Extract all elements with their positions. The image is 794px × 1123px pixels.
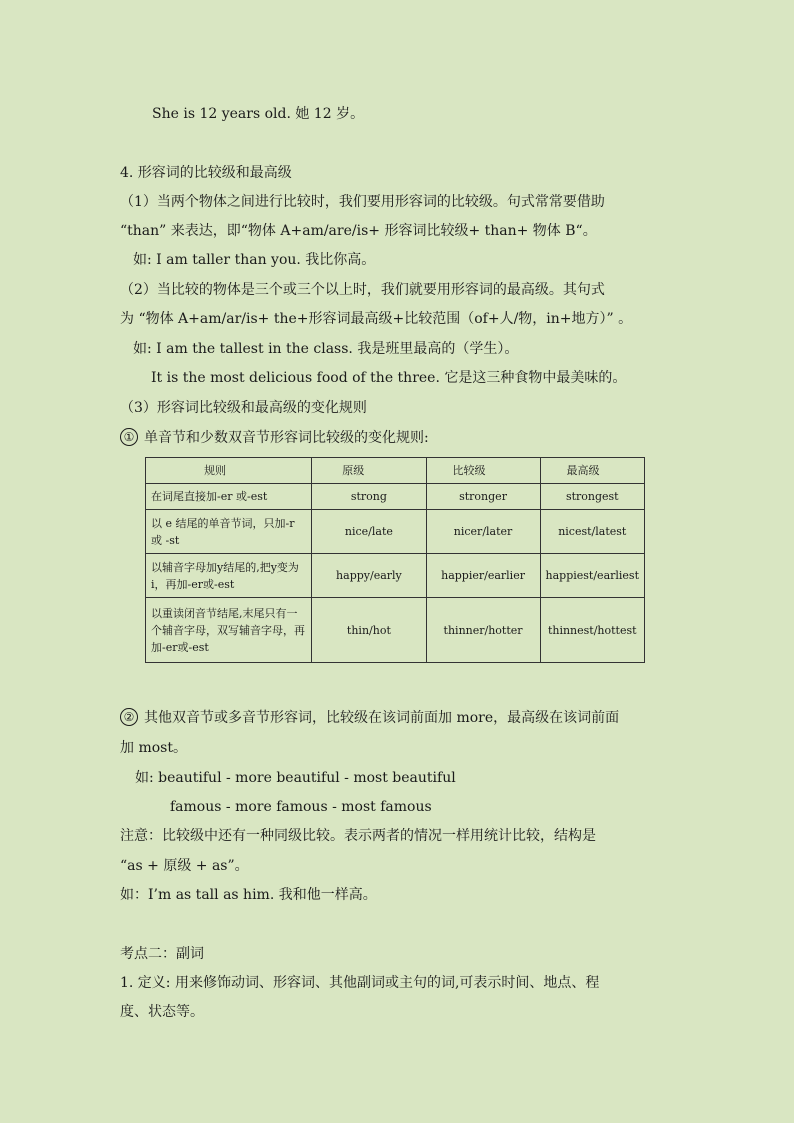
example-text: famous - more famous - most famous bbox=[170, 799, 432, 815]
comparison-rules-table bbox=[145, 457, 645, 663]
rule-cell: 在词尾直接加-er 或-est bbox=[146, 484, 312, 510]
example-text: She is 12 years old. 她 12 岁。 bbox=[152, 106, 365, 122]
table-header-row bbox=[146, 458, 645, 484]
subheading: （3）形容词比较级和最高级的变化规则 bbox=[120, 400, 367, 416]
rule-cell: 以重读闭音节结尾,末尾只有一个辅音字母，双写辅音字母，再加-er或-est bbox=[146, 598, 312, 663]
paragraph-line: 加 most。 bbox=[120, 740, 187, 756]
paragraph-line: “than” 来表达，即“物体 A+am/are/is+ 形容词比较级+ than+ 物体 B“。 bbox=[120, 223, 597, 239]
paragraph-line: 度、状态等。 bbox=[120, 1004, 204, 1020]
superlative-cell: nicest/latest bbox=[540, 510, 644, 554]
comparative-cell: thinner/hotter bbox=[426, 598, 540, 663]
rule-heading bbox=[120, 708, 619, 728]
example-text: 如: beautiful - more beautiful - most beautiful bbox=[135, 770, 456, 786]
example-text: It is the most delicious food of the three. 它是这三种食物中最美味的。 bbox=[151, 370, 627, 386]
example-text: 如：I’m as tall as him. 我和他一样高。 bbox=[120, 887, 377, 903]
note-text: “as + 原级 + as”。 bbox=[120, 858, 249, 874]
rule-cell: 以辅音字母加y结尾的,把y变为i，再加-er或-est bbox=[146, 554, 312, 598]
circled-number: ② bbox=[120, 708, 138, 726]
example-text: 如: I am taller than you. 我比你高。 bbox=[133, 252, 376, 268]
paragraph-line: （1）当两个物体之间进行比较时，我们要用形容词的比较级。句式常常要借助 bbox=[120, 194, 605, 210]
base-cell: strong bbox=[312, 484, 426, 510]
base-cell: happy/early bbox=[312, 554, 426, 598]
table-header-cell: 原级 bbox=[312, 458, 426, 484]
superlative-cell: strongest bbox=[540, 484, 644, 510]
base-cell: nice/late bbox=[312, 510, 426, 554]
table-header-cell: 最高级 bbox=[540, 458, 644, 484]
comparative-cell: happier/earlier bbox=[426, 554, 540, 598]
comparative-cell: stronger bbox=[426, 484, 540, 510]
paragraph-line: （2）当比较的物体是三个或三个以上时，我们就要用形容词的最高级。其句式 bbox=[120, 282, 605, 298]
table-row bbox=[146, 598, 645, 663]
example-text: 如: I am the tallest in the class. 我是班里最高的（学生）。 bbox=[133, 341, 519, 357]
table-header-cell: 规则 bbox=[146, 458, 312, 484]
section-heading: 4. 形容词的比较级和最高级 bbox=[120, 165, 292, 181]
rule-heading-text: 其他双音节或多音节形容词，比较级在该词前面加 more，最高级在该词前面 bbox=[144, 710, 620, 726]
rule-cell: 以 e 结尾的单音节词，只加-r 或 -st bbox=[146, 510, 312, 554]
paragraph-line: 1. 定义: 用来修饰动词、形容词、其他副词或主句的词,可表示时间、地点、程 bbox=[120, 975, 600, 991]
note-text: 注意：比较级中还有一种同级比较。表示两者的情况一样用统计比较，结构是 bbox=[120, 828, 596, 844]
superlative-cell: happiest/earliest bbox=[540, 554, 644, 598]
comparative-cell: nicer/later bbox=[426, 510, 540, 554]
paragraph-line: 为 “物体 A+am/ar/is+ the+形容词最高级+比较范围（of+人/物，in+地方）” 。 bbox=[120, 311, 633, 327]
superlative-cell: thinnest/hottest bbox=[540, 598, 644, 663]
table-row bbox=[146, 510, 645, 554]
rule-heading bbox=[120, 428, 429, 448]
section-heading: 考点二：副词 bbox=[120, 946, 204, 962]
base-cell: thin/hot bbox=[312, 598, 426, 663]
rule-heading-text: 单音节和少数双音节形容词比较级的变化规则: bbox=[144, 430, 429, 446]
circled-number: ① bbox=[120, 428, 138, 446]
table-row bbox=[146, 554, 645, 598]
table-row bbox=[146, 484, 645, 510]
table-header-cell: 比较级 bbox=[426, 458, 540, 484]
